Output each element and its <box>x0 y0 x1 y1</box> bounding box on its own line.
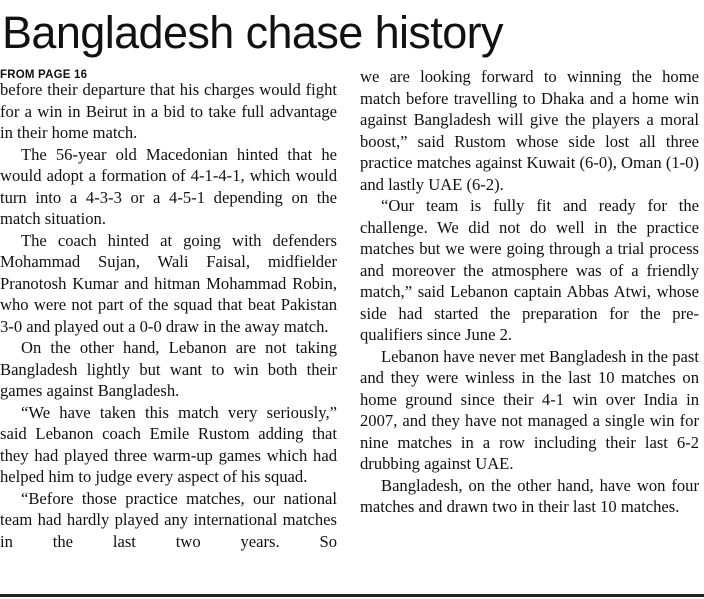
paragraph: The 56-year old Macedonian hinted that he would adopt a formation of 4-1-4-1, which would turn into a 4-3-3 or a 4-5-1 depending on the match situation. <box>0 144 337 228</box>
bottom-rule <box>0 594 704 597</box>
paragraph: “Before those practice matches, our national team had hardly played any international matches in the last two years. So <box>0 488 337 551</box>
paragraph: before their departure that his charges would fight for a win in Beirut in a bid to take full advantage in their home match. <box>0 80 337 142</box>
paragraph: Bangladesh, on the other hand, have won four matches and drawn two in their last 10 matches. <box>360 475 699 516</box>
continued-from-kicker: FROM PAGE 16 <box>0 69 88 81</box>
paragraph: “We have taken this match very seriously,” said Lebanon coach Emile Rustom adding that they had played three warm-up games which had helped him to judge every aspect of his squad. <box>0 402 337 486</box>
paragraph: “Our team is fully fit and ready for the challenge. We did not do well in the practice matches but we were going through a trial process and moreover the atmosphere was of a friendly match,” said Lebanon captain Abbas Atwi, whose side had started the preparation for the pre-qualifiers since June 2. <box>360 196 699 344</box>
paragraph: On the other hand, Lebanon are not taking Bangladesh lightly but want to win both their games against Bangladesh. <box>0 338 337 400</box>
paragraph: The coach hinted at going with defenders Mohammad Sujan, Wali Faisal, midfielder Pranotosh Kumar and hitman Mohammad Robin, who were not part of the squad that beat Pakistan 3-0 and played out a 0-0 draw in the away match. <box>0 230 337 336</box>
right-column <box>360 66 699 518</box>
paragraph: Lebanon have never met Bangladesh in the past and they were winless in the last 10 matches on home ground since their 4-1 win over India in 2007, and they have not managed a single win for nine matches in a row including their last 6-2 drubbing against UAE. <box>360 346 699 473</box>
paragraph: we are looking forward to winning the home match before travelling to Dhaka and a home win against Bangladesh will give the players a moral boost,” said Rustom whose side lost all three practice matches against Kuwait (6-0), Oman (1-0) and lastly UAE (6-2). <box>360 67 699 194</box>
headline: Bangladesh chase history <box>2 7 503 58</box>
left-column <box>0 65 337 552</box>
